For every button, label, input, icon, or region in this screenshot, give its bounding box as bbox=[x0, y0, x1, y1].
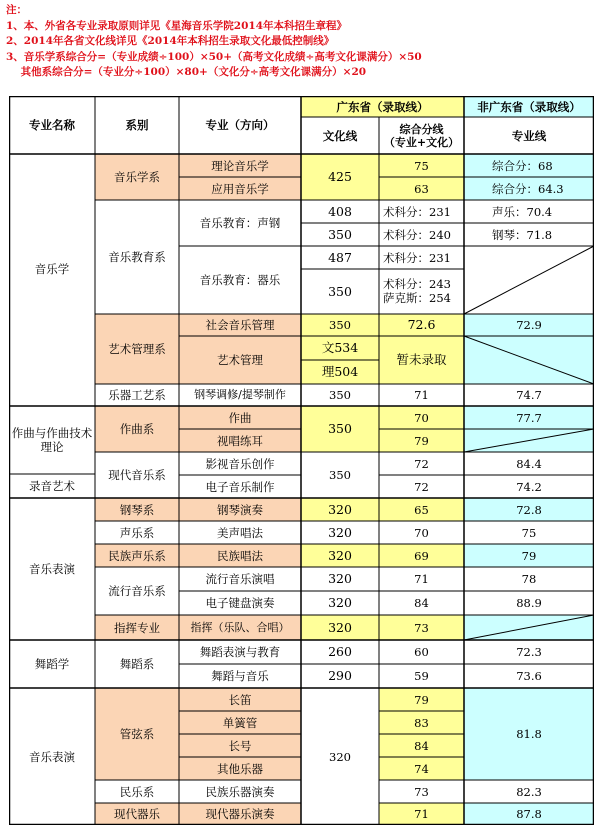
dept-conducting: 指挥专业 bbox=[95, 615, 179, 640]
dir-film-music: 影视音乐创作 bbox=[179, 452, 301, 475]
dir-pop-singing: 流行音乐演唱 bbox=[179, 567, 301, 591]
dept-piano: 钢琴系 bbox=[95, 498, 179, 521]
dept-composition: 作曲系 bbox=[95, 406, 179, 452]
header-culture: 文化线 bbox=[301, 117, 379, 154]
dir-folk-singing: 民族唱法 bbox=[179, 544, 301, 567]
comp-piano: 65 bbox=[379, 498, 464, 521]
culture-bel-canto: 320 bbox=[301, 521, 379, 544]
dir-social-music-mgmt: 社会音乐管理 bbox=[179, 314, 301, 336]
dept-pop-music: 流行音乐系 bbox=[95, 567, 179, 615]
dir-theory: 理论音乐学 bbox=[179, 154, 301, 177]
nongd-piano-perf: 72.8 bbox=[464, 498, 594, 521]
nongd-piano: 钢琴：71.8 bbox=[464, 223, 594, 246]
nongd-electronic: 74.2 bbox=[464, 475, 594, 498]
nongd-applied: 综合分：64.3 bbox=[464, 177, 594, 200]
major-recording: 录音艺术 bbox=[9, 474, 95, 498]
culture-dance-music: 290 bbox=[301, 664, 379, 688]
culture-composition: 350 bbox=[301, 406, 379, 452]
culture-tuning: 350 bbox=[301, 384, 379, 406]
major-musicology: 音乐学 bbox=[9, 154, 95, 384]
notes bbox=[6, 3, 596, 81]
header-dept: 系别 bbox=[95, 96, 179, 154]
nongd-keyboard: 88.9 bbox=[464, 591, 594, 615]
dir-conducting: 指挥（乐队、合唱） bbox=[179, 615, 301, 640]
dept-modern-music: 现代音乐系 bbox=[95, 452, 179, 498]
admission-table bbox=[9, 96, 594, 825]
nongd-social: 72.9 bbox=[464, 314, 594, 336]
dept-musicology: 音乐学系 bbox=[95, 154, 179, 200]
nongd-voice: 声乐：70.4 bbox=[464, 200, 594, 223]
nongd-theory: 综合分：68 bbox=[464, 154, 594, 177]
comp-trombone: 84 bbox=[379, 734, 464, 757]
comp-conducting: 73 bbox=[379, 615, 464, 640]
comp-vp-2: 术科分：240 bbox=[379, 223, 464, 246]
comp-ins-1: 术科分：231 bbox=[379, 246, 464, 269]
comp-applied: 63 bbox=[379, 177, 464, 200]
table-grid-lines bbox=[9, 96, 594, 825]
dir-other-instruments: 其他乐器 bbox=[179, 757, 301, 780]
dir-electronic-music: 电子音乐制作 bbox=[179, 475, 301, 498]
comp-arts: 暂未录取 bbox=[379, 336, 464, 384]
note-2: 2、2014年各省文化线详见《2014年本科招生录取文化最低控制线》 bbox=[6, 35, 335, 47]
dir-piano: 钢琴演奏 bbox=[179, 498, 301, 521]
dept-instrument-craft: 乐器工艺系 bbox=[95, 384, 179, 406]
dir-trombone: 长号 bbox=[179, 734, 301, 757]
culture-keyboard: 320 bbox=[301, 591, 379, 615]
dept-music-education: 音乐教育系 bbox=[95, 200, 179, 314]
culture-ins-1: 487 bbox=[301, 246, 379, 269]
culture-vp-1: 408 bbox=[301, 200, 379, 223]
dir-applied: 应用音乐学 bbox=[179, 177, 301, 200]
culture-ins-2: 350 bbox=[301, 269, 379, 314]
comp-keyboard: 84 bbox=[379, 591, 464, 615]
dept-vocal: 声乐系 bbox=[95, 521, 179, 544]
culture-conducting: 320 bbox=[301, 615, 379, 640]
nongd-film: 84.4 bbox=[464, 452, 594, 475]
comp-folk: 69 bbox=[379, 544, 464, 567]
dept-orchestral: 管弦系 bbox=[95, 688, 179, 780]
culture-folk: 320 bbox=[301, 544, 379, 567]
dept-folk-vocal: 民族声乐系 bbox=[95, 544, 179, 567]
major-composition: 作曲与作曲技术理论 bbox=[9, 406, 95, 474]
culture-arts: 文534 bbox=[301, 336, 379, 360]
nongd-composition: 77.7 bbox=[464, 406, 594, 429]
comp-dance-music: 59 bbox=[379, 664, 464, 688]
comp-modern-instruments: 71 bbox=[379, 803, 464, 825]
comp-ins-2b: 萨克斯：254 bbox=[379, 291, 464, 314]
dir-arts-mgmt: 艺术管理 bbox=[179, 336, 301, 384]
header-major-line: 专业线 bbox=[464, 117, 594, 154]
comp-solfeggio: 79 bbox=[379, 429, 464, 452]
science-arts: 理504 bbox=[301, 360, 379, 384]
comp-vp-1: 术科分：231 bbox=[379, 200, 464, 223]
dir-keyboard: 电子键盘演奏 bbox=[179, 591, 301, 615]
comp-theory: 75 bbox=[379, 154, 464, 177]
dir-composition: 作曲 bbox=[179, 406, 301, 429]
dir-flute: 长笛 bbox=[179, 688, 301, 711]
culture-dance-perf: 260 bbox=[301, 640, 379, 664]
header-composite: 综合分线 （专业+文化） bbox=[379, 117, 464, 154]
dir-folk-instruments: 民族乐器演奏 bbox=[179, 780, 301, 803]
note-4: 其他系综合分=（专业分÷100）×80+（文化分÷高考文化课满分）×20 bbox=[6, 66, 367, 78]
comp-dance-perf: 60 bbox=[379, 640, 464, 664]
comp-clarinet: 83 bbox=[379, 711, 464, 734]
dir-instrumental: 音乐教育：器乐 bbox=[179, 246, 301, 314]
comp-tuning: 71 bbox=[379, 384, 464, 406]
dept-modern-instruments: 现代器乐 bbox=[95, 803, 179, 825]
dir-solfeggio: 视唱练耳 bbox=[179, 429, 301, 452]
nongd-tuning: 74.7 bbox=[464, 384, 594, 406]
comp-flute: 79 bbox=[379, 688, 464, 711]
comp-other: 74 bbox=[379, 757, 464, 780]
header-direction: 专业（方向） bbox=[179, 96, 301, 154]
dept-arts-management: 艺术管理系 bbox=[95, 314, 179, 384]
note-3: 3、音乐学系综合分=（专业成绩÷100）×50+（高考文化成绩÷高考文化课满分）×50 bbox=[6, 50, 422, 63]
note-title: 注： bbox=[6, 4, 27, 16]
dir-clarinet: 单簧管 bbox=[179, 711, 301, 734]
header-major: 专业名称 bbox=[9, 96, 95, 154]
nongd-pop: 78 bbox=[464, 567, 594, 591]
dept-folk-music: 民乐系 bbox=[95, 780, 179, 803]
culture-pop: 320 bbox=[301, 567, 379, 591]
culture-vp-2: 350 bbox=[301, 223, 379, 246]
note-1: 1、本、外省各专业录取原则详见《星海音乐学院2014年本科招生章程》 bbox=[6, 19, 348, 32]
nongd-folk: 79 bbox=[464, 544, 594, 567]
nongd-dance-music: 73.6 bbox=[464, 664, 594, 688]
major-performance-2: 音乐表演 bbox=[9, 688, 95, 825]
major-dance: 舞蹈学 bbox=[9, 640, 95, 688]
header-guangdong: 广东省（录取线） bbox=[301, 96, 464, 117]
dir-bel-canto: 美声唱法 bbox=[179, 521, 301, 544]
comp-bel-canto: 70 bbox=[379, 521, 464, 544]
comp-ins-2a: 术科分：243 bbox=[379, 269, 464, 291]
major-performance: 音乐表演 bbox=[9, 498, 95, 640]
comp-pop: 71 bbox=[379, 567, 464, 591]
culture-modern: 350 bbox=[301, 452, 379, 498]
comp-electronic: 72 bbox=[379, 475, 464, 498]
dir-dance-perf: 舞蹈表演与教育 bbox=[179, 640, 301, 664]
nongd-folk-instruments: 82.3 bbox=[464, 780, 594, 803]
culture-musicology: 425 bbox=[301, 154, 379, 200]
dir-voice-piano: 音乐教育：声钢 bbox=[179, 200, 301, 246]
nongd-modern-instruments: 87.8 bbox=[464, 803, 594, 825]
nongd-dance-perf: 72.3 bbox=[464, 640, 594, 664]
culture-social: 350 bbox=[301, 314, 379, 336]
comp-composition: 70 bbox=[379, 406, 464, 429]
comp-folk-instruments: 73 bbox=[379, 780, 464, 803]
dir-piano-tuning: 钢琴调修/提琴制作 bbox=[179, 384, 301, 406]
dir-modern-instruments: 现代器乐演奏 bbox=[179, 803, 301, 825]
nongd-bel-canto: 75 bbox=[464, 521, 594, 544]
header-non-guangdong: 非广东省（录取线） bbox=[464, 96, 594, 117]
nongd-orchestral: 81.8 bbox=[464, 688, 594, 780]
dir-dance-music: 舞蹈与音乐 bbox=[179, 664, 301, 688]
culture-piano: 320 bbox=[301, 498, 379, 521]
comp-social: 72.6 bbox=[379, 314, 464, 336]
dept-dance: 舞蹈系 bbox=[95, 640, 179, 688]
comp-film: 72 bbox=[379, 452, 464, 475]
culture-orchestral: 320 bbox=[301, 688, 379, 825]
